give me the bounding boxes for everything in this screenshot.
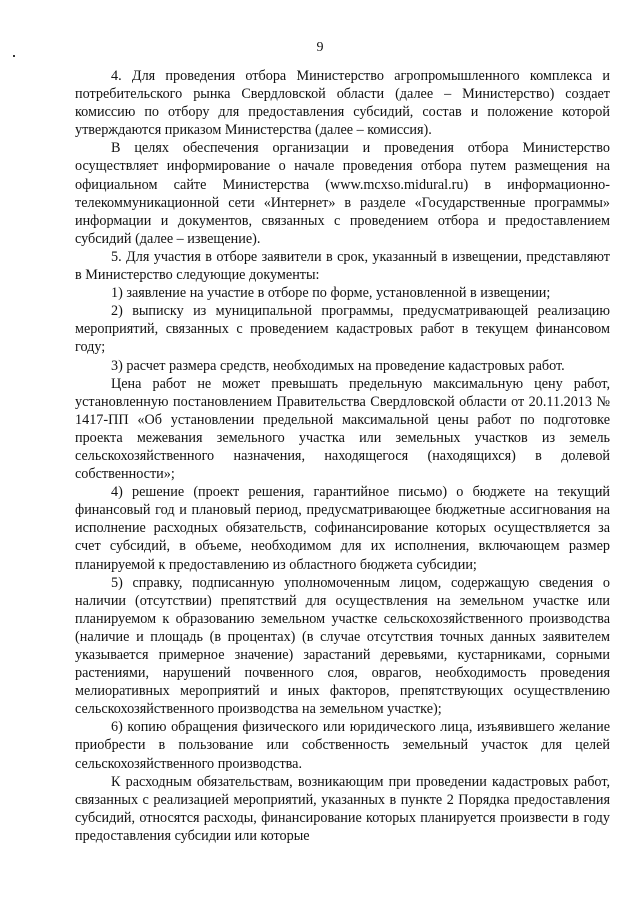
paragraph-4: 4. Для проведения отбора Министерство агропромышленного комплекса и потребительского рынка Свердловской области (далее – Министерство) создает комиссию по отбору для предоставления субсидий, состав и положение которой утверждаются приказом Министерства (далее – комиссия). (75, 68, 610, 139)
list-item-1: 1) заявление на участие в отборе по форме, установленной в извещении; (111, 285, 551, 302)
document-body (75, 67, 610, 845)
list-item-4: 4) решение (проект решения, гарантийное письмо) о бюджете на текущий финансовый год и плановый период, предусматривающее бюджетные ассигнования на исполнение расходных обязательств, софинансирование которых осуществляется за счет субсидий, в объеме, необходимом для их исполнения, включающем размер планируемой к предоставлению из областного бюджета субсидии; (75, 484, 610, 573)
list-item-6: 6) копию обращения физического или юридического лица, изъявившего желание приобрести в пользование или собственность земельный участок для целей сельскохозяйственного производства. (75, 719, 610, 772)
paragraph-price: Цена работ не может превышать предельную максимальную цену работ, установленную постановлением Правительства Свердловской области от 20.11.2013 № 1417-ПП «Об установлении предельной максимальной цены работ по подготовке проекта межевания земельного участка или земельных участков из земель сельскохозяйственного назначения, находящегося (находящихся) в долевой собственности»; (75, 375, 610, 483)
paragraph-obligations: К расходным обязательствам, возникающим при проведении кадастровых работ, связанных с реализацией мероприятий, указанных в пункте 2 Порядка предоставления субсидий, относятся расходы, финансирование которых планируется произвести в году предоставления субсидии или которые (75, 773, 610, 844)
paragraph-info: В целях обеспечения организации и проведения отбора Министерство осуществляет информирование о начале проведения отбора путем размещения на официальном сайте Министерства (www.mcxso.midural.ru) в информационно-телекоммуникационной сети «Интернет» в разделе «Государственные программы» информации и документов, связанных с проведением отбора и предоставлением субсидий (далее – извещение). (75, 140, 610, 247)
list-item-5: 5) справку, подписанную уполномоченным лицом, содержащую сведения о наличии (отсутствии) препятствий для осуществления на земельном участке или планируемом к образованию земельном участке сельскохозяйственного производства (наличие и площадь (в процентах) (в случае отсутствия точных данных заявителем указывается примерное значение) зарастаний деревьями, кустарниками, сорными растениями, нарушений почвенного слоя, оврагов, необходимость проведения мелиоративных мероприятий и иных факторов, препятствующих осуществлению сельскохозяйственного производства на земельном участке); (75, 574, 610, 718)
paragraph-5: 5. Для участия в отборе заявители в срок, указанный в извещении, представляют в Министерство следующие документы: (75, 248, 610, 284)
list-item-3: 3) расчет размера средств, необходимых на проведение кадастровых работ. (111, 357, 565, 374)
list-item-2: 2) выписку из муниципальной программы, предусматривающей реализацию мероприятий, связанных с проведением кадастровых работ в текущем финансовом году; (75, 303, 610, 356)
page-number: 9 (316, 40, 324, 55)
